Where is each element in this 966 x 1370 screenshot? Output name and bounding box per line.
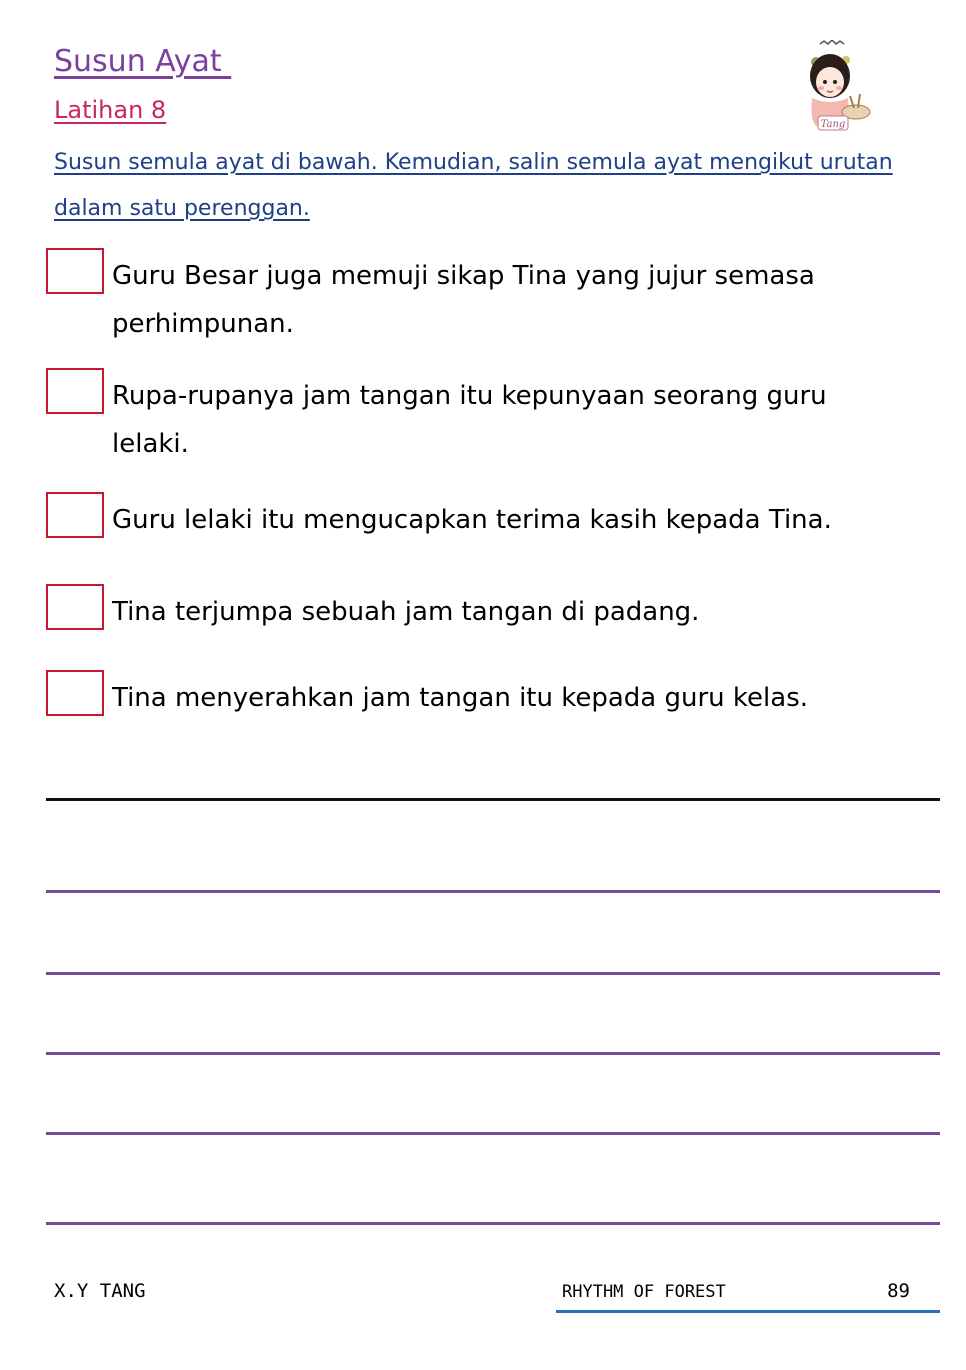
- number-box[interactable]: [46, 492, 104, 538]
- page-number: 89: [887, 1280, 910, 1302]
- number-box[interactable]: [46, 670, 104, 716]
- writing-line[interactable]: [46, 1052, 940, 1055]
- sentence-text: Tina menyerahkan jam tangan itu kepada guru kelas.: [112, 683, 809, 713]
- sentence-text: Tina terjumpa sebuah jam tangan di padang.: [112, 597, 700, 627]
- writing-line[interactable]: [46, 1222, 940, 1225]
- writing-line[interactable]: [46, 890, 940, 893]
- writing-line[interactable]: [46, 1132, 940, 1135]
- sentence-text: Guru Besar juga memuji sikap Tina yang jujur semasa perhimpunan.: [112, 261, 815, 339]
- footer-author: X.Y TANG: [54, 1280, 146, 1302]
- logo-text: Tang: [820, 119, 846, 130]
- footer-bar: [556, 1280, 940, 1313]
- exercise-subtitle: Latihan 8: [54, 96, 167, 124]
- number-box[interactable]: [46, 368, 104, 414]
- instruction-text: Susun semula ayat di bawah. Kemudian, salin semula ayat mengikut urutan dalam satu perenggan.: [54, 150, 893, 221]
- number-box[interactable]: [46, 584, 104, 630]
- writing-line[interactable]: [46, 798, 940, 801]
- girl-cartoon-logo-icon: [790, 40, 876, 132]
- writing-line[interactable]: [46, 972, 940, 975]
- page-title: Susun Ayat: [54, 44, 232, 79]
- number-box[interactable]: [46, 248, 104, 294]
- sentence-text: Rupa-rupanya jam tangan itu kepunyaan seorang guru lelaki.: [112, 381, 827, 459]
- sentence-text: Guru lelaki itu mengucapkan terima kasih kepada Tina.: [112, 505, 832, 535]
- footer-series: RHYTHM OF FOREST: [562, 1282, 726, 1302]
